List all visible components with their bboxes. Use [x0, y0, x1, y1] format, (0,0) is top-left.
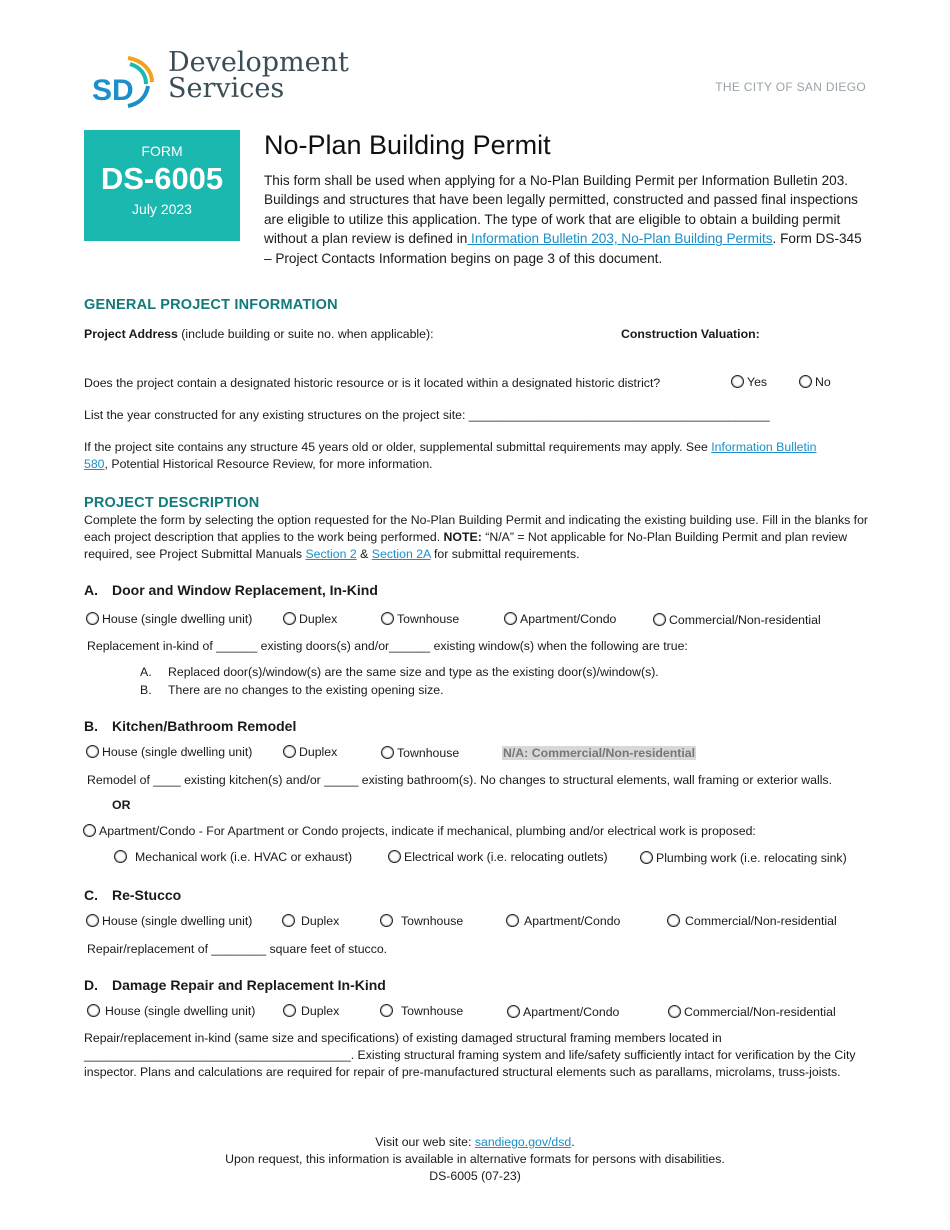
c-house-radio[interactable] — [86, 914, 252, 928]
radio-circle-icon — [283, 612, 296, 625]
c-duplex-radio[interactable] — [282, 914, 339, 928]
footer-visit — [0, 1134, 950, 1151]
radio-circle-icon — [282, 914, 295, 927]
city-name: THE CITY OF SAN DIEGO — [715, 80, 866, 94]
section-title: Door and Window Replacement, In-Kind — [112, 582, 378, 598]
website-link[interactable]: sandiego.gov/dsd — [474, 1135, 572, 1149]
option-label: Duplex — [299, 612, 338, 626]
section-letter: A. — [84, 582, 98, 598]
c-apartment-radio[interactable] — [506, 914, 620, 928]
section2-link[interactable]: Section 2 — [305, 547, 357, 561]
footer-accessibility: Upon request, this information is available in alternative formats for persons with disabilities. — [225, 1152, 725, 1166]
radio-circle-icon — [86, 612, 99, 625]
historic-no-radio[interactable] — [799, 375, 831, 389]
radio-circle-icon — [799, 375, 812, 388]
address-note: (include building or suite no. when applicable): — [177, 327, 434, 341]
a-duplex-radio[interactable] — [283, 612, 337, 626]
b-remodel-text[interactable]: Remodel of ____ existing kitchen(s) and/or _____ existing bathroom(s). No changes to structural elements, wall framing or exterior walls. — [87, 773, 832, 787]
section-title: Re-Stucco — [112, 887, 182, 903]
option-label: Duplex — [301, 1004, 340, 1018]
d-duplex-radio[interactable] — [283, 1004, 339, 1018]
radio-circle-icon — [504, 612, 517, 625]
intro-paragraph — [264, 171, 872, 268]
radio-circle-icon — [731, 375, 744, 388]
a-item-2 — [140, 682, 444, 699]
option-label: Mechanical work (i.e. HVAC or exhaust) — [135, 850, 353, 864]
option-label: House (single dwelling unit) — [102, 914, 253, 928]
logo-line1: Development — [168, 47, 349, 78]
item-text: Replaced door(s)/window(s) are the same size and type as the existing door(s)/window(s). — [168, 665, 659, 679]
form-badge — [84, 130, 240, 241]
item-letter: A. — [140, 665, 152, 679]
radio-circle-icon — [380, 914, 393, 927]
c-townhouse-radio[interactable] — [380, 914, 463, 928]
option-label: Commercial/Non-residential — [684, 1005, 836, 1019]
logo-line2: Services — [168, 73, 285, 104]
option-label: Commercial/Non-residential — [685, 914, 837, 928]
radio-circle-icon — [86, 745, 99, 758]
section2a-link[interactable]: Section 2A — [371, 547, 431, 561]
radio-circle-icon — [507, 1005, 520, 1018]
desc-text-3: for submittal requirements. — [430, 547, 580, 561]
d-apartment-radio[interactable] — [507, 1005, 619, 1019]
no-label: No — [815, 375, 831, 389]
radio-circle-icon — [506, 914, 519, 927]
radio-circle-icon — [667, 914, 680, 927]
yes-label: Yes — [747, 375, 768, 389]
option-label: Apartment/Condo — [523, 1005, 620, 1019]
option-label: Townhouse — [397, 746, 460, 760]
b-apartment-radio[interactable] — [83, 824, 756, 838]
section-c-heading — [84, 887, 181, 903]
desc-text-2: “N/A” = Not applicable for No-Plan Building Permit and plan review required, see Project Submittal Manuals — [84, 530, 848, 561]
item-text: There are no changes to the existing opening size. — [168, 683, 444, 697]
footer-form-code: DS-6005 (07-23) — [429, 1169, 521, 1183]
b-house-radio[interactable] — [86, 745, 252, 759]
c-commercial-radio[interactable] — [667, 914, 837, 928]
radio-circle-icon — [388, 850, 401, 863]
d-commercial-radio[interactable] — [668, 1005, 836, 1019]
d-repair-text[interactable]: Repair/replacement in-kind (same size and specifications) of existing damaged structural framing members located in _______________________________________. Existing structural framing system and life/safety sufficiently intact for verification by the City inspector. Plans and calculations are required for repair of pre-manufactured structural elements such as parallams, microlams, truss-joists. — [84, 1031, 856, 1079]
section-b-heading — [84, 718, 296, 734]
b-townhouse-radio[interactable] — [381, 746, 459, 760]
section-letter: C. — [84, 887, 98, 903]
ib580-link-number[interactable]: 580 — [84, 457, 105, 471]
form-date: July 2023 — [132, 201, 192, 217]
section-title: Damage Repair and Replacement In-Kind — [112, 977, 386, 993]
option-label: House (single dwelling unit) — [105, 1004, 256, 1018]
b-mechanical-radio[interactable] — [114, 850, 352, 864]
section-title: Kitchen/Bathroom Remodel — [112, 718, 297, 734]
logo-text — [168, 47, 349, 104]
radio-circle-icon — [381, 746, 394, 759]
option-label: Townhouse — [401, 914, 464, 928]
sd-logo-icon — [90, 52, 160, 108]
d-house-radio[interactable] — [87, 1004, 255, 1018]
radio-circle-icon — [86, 914, 99, 927]
radio-circle-icon — [283, 1004, 296, 1017]
option-label: Plumbing work (i.e. relocating sink) — [656, 851, 847, 865]
valuation-field[interactable]: Construction Valuation: — [621, 327, 760, 341]
a-commercial-radio[interactable] — [653, 613, 821, 627]
historic-question: Does the project contain a designated historic resource or is it located within a designated historic district? — [84, 376, 661, 390]
radio-circle-icon — [87, 1004, 100, 1017]
form-label: FORM — [141, 143, 183, 159]
option-label: Duplex — [299, 745, 338, 759]
info-text-2: , Potential Historical Resource Review, for more information. — [104, 457, 433, 471]
info-text-1: If the project site contains any structure 45 years old or older, supplemental submittal requirements may apply. See — [84, 440, 712, 454]
b-duplex-radio[interactable] — [283, 745, 337, 759]
historic-yes-radio[interactable] — [731, 375, 767, 389]
section-a-heading — [84, 582, 378, 598]
radio-circle-icon — [653, 613, 666, 626]
year-constructed-field[interactable]: List the year constructed for any existing structures on the project site: ____________________________________________ — [84, 408, 770, 422]
section-letter: B. — [84, 718, 98, 734]
option-label: House (single dwelling unit) — [102, 745, 253, 759]
page-title: No-Plan Building Permit — [264, 130, 551, 160]
b-plumbing-radio[interactable] — [640, 851, 847, 865]
radio-circle-icon — [83, 824, 96, 837]
a-townhouse-radio[interactable] — [381, 612, 459, 626]
item-letter: B. — [140, 683, 152, 697]
radio-circle-icon — [640, 851, 653, 864]
project-heading: PROJECT DESCRIPTION — [84, 495, 260, 511]
project-description — [84, 512, 876, 563]
radio-circle-icon — [668, 1005, 681, 1018]
ib203-link[interactable]: Information Bulletin 203, No-Plan Building Permits — [467, 231, 773, 247]
project-address-field[interactable] — [84, 326, 434, 343]
address-label: Project Address — [84, 327, 178, 341]
ib580-link[interactable]: Information Bulletin — [711, 440, 817, 454]
d-townhouse-radio[interactable] — [380, 1004, 463, 1018]
radio-circle-icon — [283, 745, 296, 758]
a-replacement-text[interactable]: Replacement in-kind of ______ existing doors(s) and/or______ existing window(s) when the following are true: — [87, 639, 688, 653]
form-number: DS-6005 — [100, 161, 224, 196]
note-label: NOTE: — [443, 530, 482, 544]
c-stucco-text[interactable]: Repair/replacement of ________ square feet of stucco. — [87, 942, 388, 956]
b-na-commercial — [502, 746, 696, 760]
option-label: Electrical work (i.e. relocating outlets) — [404, 850, 608, 864]
na-label: N/A: Commercial/Non-residential — [503, 746, 696, 760]
option-label: Apartment/Condo — [524, 914, 621, 928]
option-label: House (single dwelling unit) — [102, 612, 253, 626]
radio-circle-icon — [380, 1004, 393, 1017]
a-item-1 — [140, 664, 659, 681]
intro-text-1: This form shall be used when applying for a No-Plan Building Permit per Information Bulletin 203. Buildings and structures that have been legally permitted, constructed and passed final inspections are eligible to utilize this application. The type of work that are eligible to obtain a building permit without a plan review is defined in — [264, 173, 858, 247]
option-label: Apartment/Condo — [520, 612, 617, 626]
option-label: Commercial/Non-residential — [669, 613, 821, 627]
b-electrical-radio[interactable] — [388, 850, 608, 864]
option-label: Townhouse — [401, 1004, 464, 1018]
option-label: Duplex — [301, 914, 340, 928]
section-letter: D. — [84, 977, 98, 993]
radio-circle-icon — [114, 850, 127, 863]
option-label: Townhouse — [397, 612, 460, 626]
a-apartment-radio[interactable] — [504, 612, 616, 626]
visit-text: Visit our web site: — [375, 1135, 475, 1149]
amp: & — [356, 547, 372, 561]
general-heading: GENERAL PROJECT INFORMATION — [84, 297, 338, 313]
desc-text-1: Complete the form by selecting the option requested for the No-Plan Building Permit and indicating the existing building use. Fill in the blanks for each project description that applies to the work being performed. — [84, 513, 869, 544]
historic-info — [84, 439, 874, 473]
dot: . — [571, 1135, 575, 1149]
b-or-label: OR — [112, 798, 131, 812]
intro-text-2: . Form DS-345 – Project Contacts Information begins on page 3 of this document. — [264, 231, 862, 266]
section-d-heading — [84, 977, 386, 993]
option-label: Apartment/Condo - For Apartment or Condo projects, indicate if mechanical, plumbing and/or electrical work is proposed: — [99, 824, 756, 838]
radio-circle-icon — [381, 612, 394, 625]
logo-mark: SD — [92, 74, 134, 107]
a-house-radio[interactable] — [86, 612, 252, 626]
